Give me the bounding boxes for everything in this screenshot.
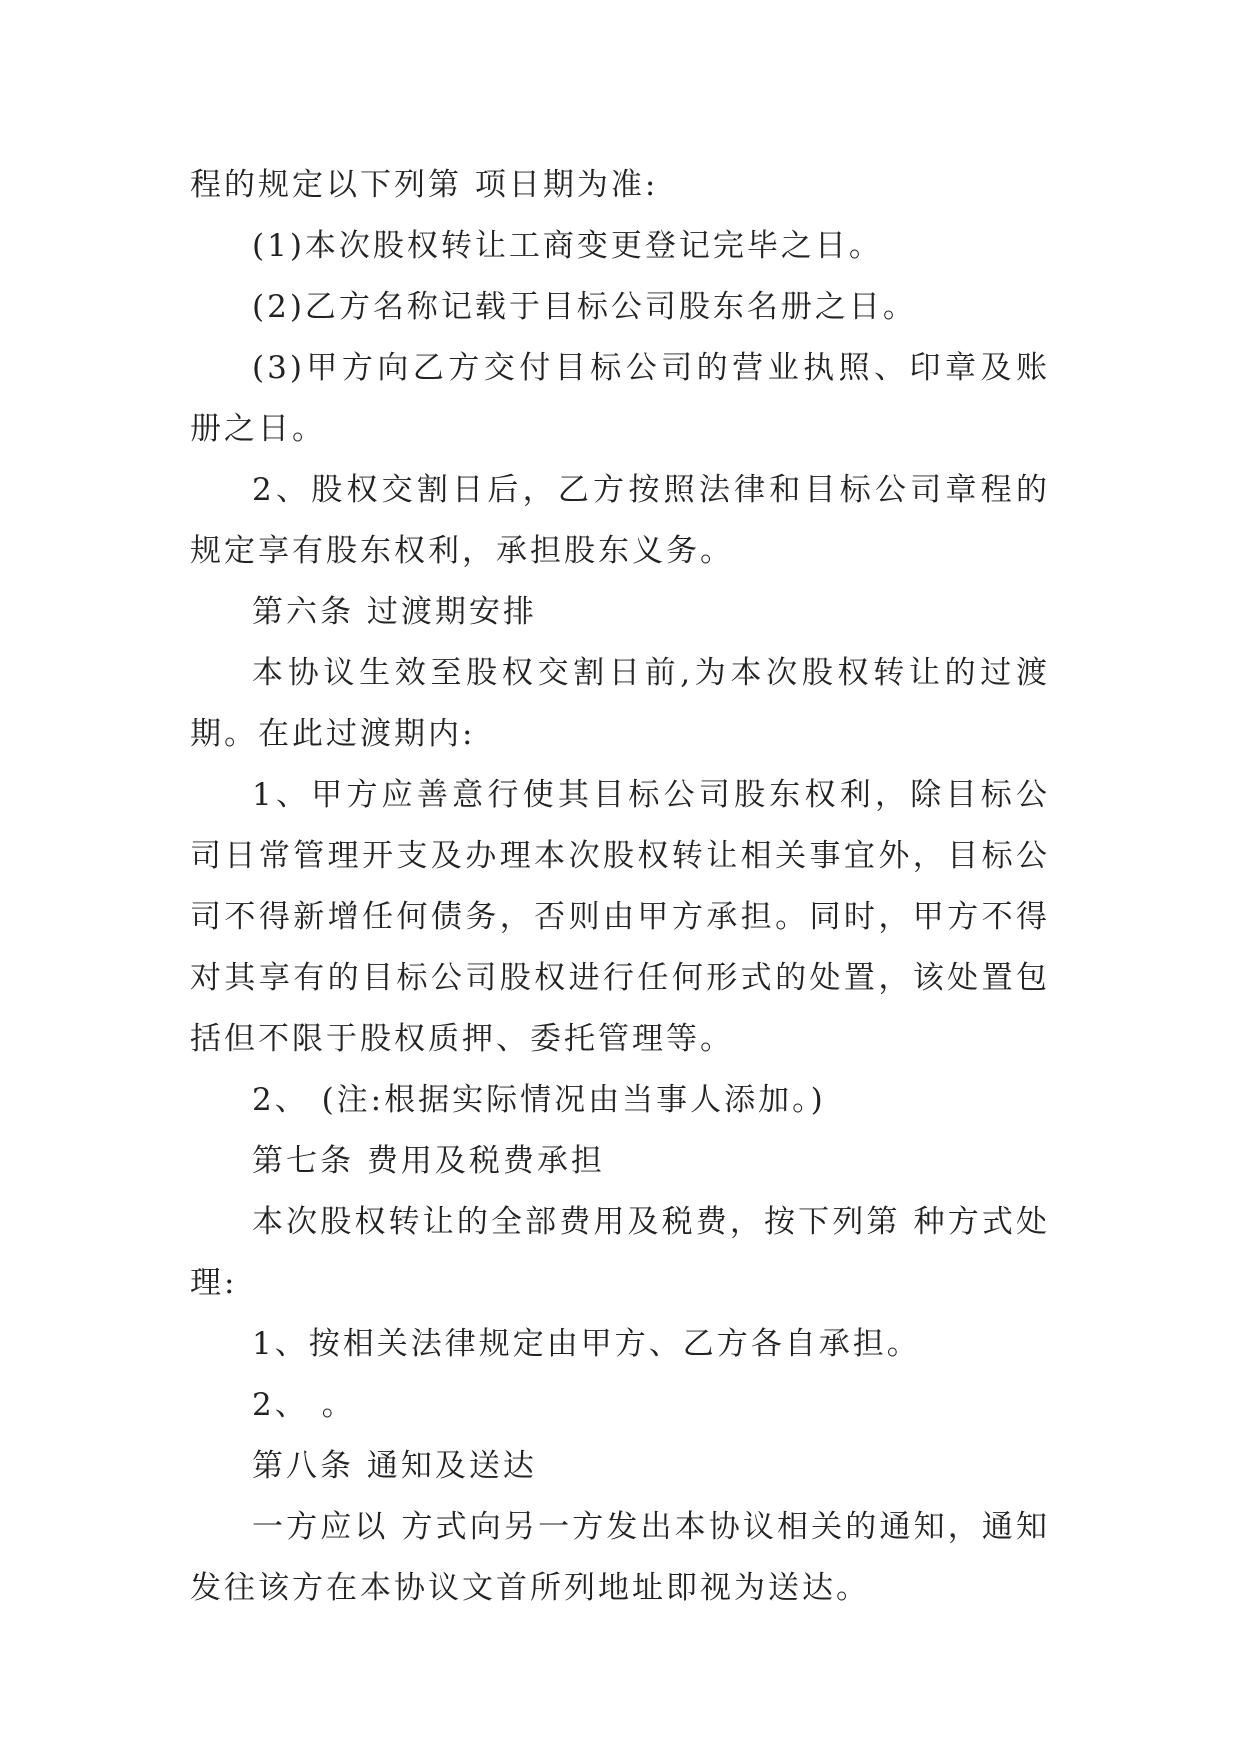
paragraph-item-1: (1)本次股权转让工商变更登记完毕之日。 <box>252 228 883 264</box>
article-6-heading: 第六条 过渡期安排 <box>252 594 537 630</box>
paragraph-transition-period: 本协议生效至股权交割日前,为本次股权转让的过渡期。在此过渡期内: <box>190 655 1050 752</box>
paragraph-fees-item-1: 1、按相关法律规定由甲方、乙方各自承担。 <box>252 1326 921 1362</box>
paragraph-notice: 一方应以 方式向另一方发出本协议相关的通知，通知发往该方在本协议文首所列地址即视为送达。 <box>190 1509 1050 1606</box>
paragraph-fees: 本次股权转让的全部费用及税费，按下列第 种方式处理: <box>190 1204 1050 1301</box>
paragraph-item-3: (3)甲方向乙方交付目标公司的营业执照、印章及账册之日。 <box>190 350 1050 447</box>
article-8-heading: 第八条 通知及送达 <box>252 1448 537 1484</box>
paragraph-shareholder-rights: 2、股权交割日后，乙方按照法律和目标公司章程的规定享有股东权利，承担股东义务。 <box>190 472 1050 569</box>
document-body <box>190 155 1050 1619</box>
paragraph-item-2: (2)乙方名称记载于目标公司股东名册之日。 <box>252 289 917 325</box>
paragraph-transition-item-1: 1、甲方应善意行使其目标公司股东权利，除目标公司日常管理开支及办理本次股权转让相关事宜外，目标公司不得新增任何债务，否则由甲方承担。同时，甲方不得对其享有的目标公司股权进行任何形式的处置，该处置包括但不限于股权质押、委托管理等。 <box>190 777 1050 1057</box>
paragraph-transition-item-2: 2、 (注:根据实际情况由当事人添加。) <box>252 1082 826 1118</box>
paragraph-date-rule: 程的规定以下列第 项日期为准: <box>190 167 659 203</box>
paragraph-fees-item-2: 2、 。 <box>252 1387 356 1423</box>
article-7-heading: 第七条 费用及税费承担 <box>252 1143 605 1179</box>
